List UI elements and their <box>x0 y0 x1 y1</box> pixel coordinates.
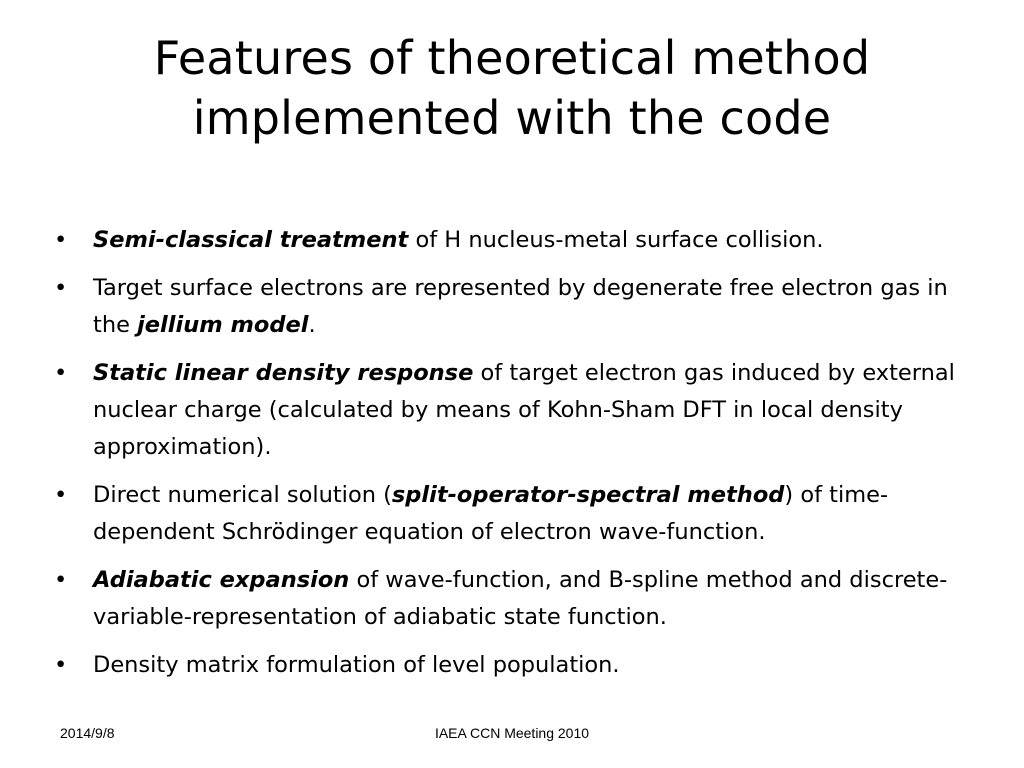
emphasized-term: Adiabatic expansion <box>93 567 350 593</box>
footer-date: 2014/9/8 <box>60 725 115 741</box>
bullet-item <box>54 270 974 344</box>
emphasized-term: jellium model <box>137 312 309 338</box>
bullet-text: . <box>308 312 316 338</box>
bullet-dot-icon: • <box>54 482 68 508</box>
bullet-dot-icon: • <box>54 227 68 253</box>
bullet-item <box>54 477 974 551</box>
bullet-list <box>54 222 974 695</box>
emphasized-term: split-operator-spectral method <box>391 482 785 508</box>
emphasized-term: Static linear density response <box>93 360 474 386</box>
bullet-text: Direct numerical solution ( <box>93 482 392 508</box>
bullet-text: Density matrix formulation of level population. <box>93 652 620 678</box>
slide-title <box>60 28 964 148</box>
bullet-item <box>54 562 974 636</box>
bullet-text: of target electron gas induced by external nuclear charge (calculated by means of Kohn-Sham DFT in local density approximation). <box>93 360 955 460</box>
bullet-text: of H nucleus-metal surface collision. <box>408 227 824 253</box>
bullet-item <box>54 222 974 259</box>
bullet-text: of wave-function, and B-spline method and discrete-variable-representation of adiabatic state function. <box>93 567 948 630</box>
bullet-dot-icon: • <box>54 652 68 678</box>
bullet-item <box>54 355 974 466</box>
footer-meeting-name: IAEA CCN Meeting 2010 <box>434 725 590 741</box>
emphasized-term: Semi-classical treatment <box>93 227 409 253</box>
bullet-text: Target surface electrons are represented by degenerate free electron gas in the <box>93 275 948 338</box>
slide-title-line-1: Features of theoretical method <box>153 31 871 85</box>
bullet-item <box>54 647 974 684</box>
bullet-dot-icon: • <box>54 360 68 386</box>
slide-title-line-2: implemented with the code <box>192 91 832 145</box>
bullet-text: ) of time-dependent Schrödinger equation of electron wave-function. <box>93 482 889 545</box>
bullet-dot-icon: • <box>54 567 68 593</box>
bullet-dot-icon: • <box>54 275 68 301</box>
